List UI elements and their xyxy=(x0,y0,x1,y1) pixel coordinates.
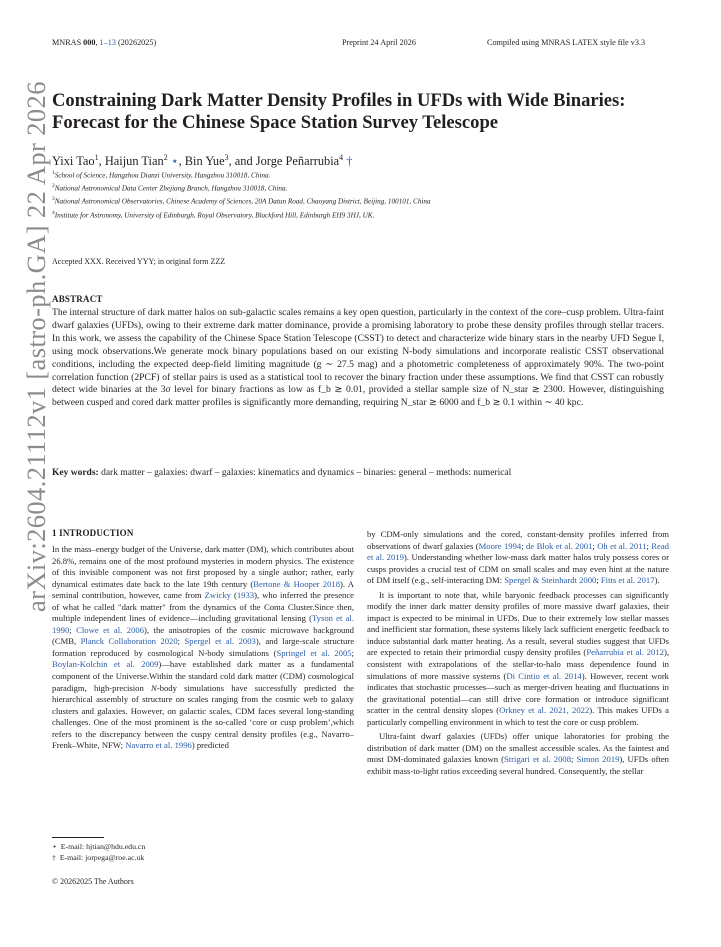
running-header-compiled: Compiled using MNRAS LATEX style file v3.3 xyxy=(487,38,646,47)
copyright-notice: © 20262025 The Authors xyxy=(52,877,134,886)
author-name: Jorge Peñarrubia xyxy=(255,154,340,169)
citation-link[interactable]: Navarro et al. 1996 xyxy=(125,740,192,751)
footnote-email-2: † E-mail: jorpega@roe.ac.uk xyxy=(52,853,145,862)
citation-link[interactable]: Strigari et al. 2008 xyxy=(503,754,572,765)
citation-link[interactable]: Tyson et al. 1990 xyxy=(52,613,354,635)
affiliation-item: $^1$School of Science, Hangzhou Dianzi University, Hangzhou 310018, China. xyxy=(52,170,271,180)
paragraph: by CDM-only simulations and the cored, constant-density profiles inferred from observations of dwarf galaxies (Moore 1994; de Blok et al. 2001; Oh et al. 2011; Read et al. 2019). Understanding whether low-mass dark matter halos truly possess cores or cusps provides a crucial test of CDM on small scales and may even hint at the nature of DM itself (e.g., self-interacting DM: Spergel & Steinhardt 2000; Fitts et al. 2017). xyxy=(367,529,669,586)
author-name: Haijun Tian xyxy=(104,154,164,169)
body-column-right xyxy=(367,529,669,777)
author-list: Yixi Tao$^1$, Haijun Tian$^2$ ⋆, Bin Yue$^3$, and Jorge Peñarrubia$^4$ † xyxy=(52,153,353,169)
abstract-text: The internal structure of dark matter halos on sub-galactic scales remains a key open question, particularly in the context of the core–cusp problem. Ultra-faint dwarf galaxies (UFDs), owing to their extreme dark matter dominance, provide a promising laboratory to probe these density profiles through stellar tracers. In this work, we assess the capability of the Chinese Space Station Telescope (CSST) to detect and characterize wide binary stars in the nearby UFD Segue I, using mock observations.We generate mock binary populations based on our existing N-body simulations and incorporate realistic CSST observational conditions, including the expected deep-field limiting magnitude (g ∼ 27.5 mag) and a photometric completeness of approximately 90%. The two-point correlation function (2PCF) of stellar pairs is used as a statistical tool to recover the binary fraction under these assumptions. We find that CSST can robustly detect wide binaries at the 3σ level for binary fractions as low as f_b ≳ 0.01, provided a stellar sample size of N_star ≳ 2300. However, distinguishing between cusped and cored dark matter profiles is significantly more demanding, requiring N_star ≳ 6000 and f_b ≳ 0.1 within ∼ 40 kpc. xyxy=(52,307,664,409)
paragraph: Ultra-faint dwarf galaxies (UFDs) offer unique laboratories for probing the distribution of dark matter (DM) on the smallest accessible scales. As the faintest and most DM-dominated galaxies known (Strigari et al. 2008; Simon 2019), UFDs often exhibit mass-to-light ratios exceeding several hundred. Consequently, the stellar xyxy=(367,731,669,776)
footnote-email-1: ⋆ E-mail: hjtian@hdu.edu.cn xyxy=(52,842,146,851)
affiliation-item: $^4$Institute for Astronomy, University of Edinburgh, Royal Observatory, Blackford Hill, Edinburgh EH9 3HJ, UK. xyxy=(52,209,375,219)
title-line-2: Forecast for the Chinese Space Station Survey Telescope xyxy=(52,111,499,133)
citation-link[interactable]: Bertone & Hooper 2018 xyxy=(253,578,341,589)
author-footnote-link[interactable]: † xyxy=(346,154,353,169)
author-footnote-link[interactable]: ⋆ xyxy=(170,154,179,169)
keywords-label: Key words: xyxy=(52,468,99,478)
citation-link[interactable]: de Blok et al. 2001 xyxy=(526,540,593,551)
citation-link[interactable]: Peñarrubia et al. 2012 xyxy=(586,647,664,658)
affiliation-item: $^2$National Astronomical Data Center Zhejiang Branch, Hangzhou 310018, China. xyxy=(52,183,288,193)
body-column-left xyxy=(52,544,354,752)
citation-link[interactable]: Di Cintio et al. 2014 xyxy=(506,670,582,681)
citation-link[interactable]: Oh et al. 2011 xyxy=(597,540,647,551)
citation-link[interactable]: Spergel et al. 2003 xyxy=(184,636,256,647)
accepted-line: Accepted XXX. Received YYY; in original form ZZZ xyxy=(52,257,226,266)
citation-link[interactable]: 1933 xyxy=(236,590,255,601)
page-range-link[interactable]: 1–13 xyxy=(99,38,116,47)
citation-link[interactable]: Planck Collaboration 2020 xyxy=(80,636,178,647)
citation-link[interactable]: Orkney et al. 2021, 2022 xyxy=(499,705,590,716)
paragraph: In the mass–energy budget of the Universe, dark matter (DM), which contributes about 26.8%, remains one of the most profound mysteries in modern physics. The existence of this invisible component was not first proposed by a single author; rather, early dynamical estimates date back to the late 19th century (Bertone & Hooper 2018). A seminal contribution, however, came from Zwicky (1933), who inferred the presence of what he called "dark matter" from the dynamics of the Coma Cluster.Since then, multiple independent lines of evidence—including gravitational lensing (Tyson et al. 1990; Clowe et al. 2006), the anisotropies of the cosmic microwave background (CMB, Planck Collaboration 2020; Spergel et al. 2003), and large-scale structure formation reproduced by cosmological N-body simulations (Springel et al. 2005; Boylan-Kolchin et al. 2009)—have established dark matter as a fundamental component of the Universe.Within the standard cold dark matter (CDM) cosmological paradigm, high-precision N-body simulations have successfully predicted the hierarchical assembly of structure on scales ranging from the cosmic web to galaxy clusters and galaxies. However, on galactic scales, CDM faces several long-standing challenges. One of the most prominent is the so-called ‘core or cusp problem’,which refers to the discrepancy between the cuspy central density profiles (e.g., Navarro–Frenk–White, NFW; Navarro et al. 1996) predicted xyxy=(52,544,355,751)
citation-link[interactable]: Boylan-Kolchin et al. 2009 xyxy=(52,659,159,670)
citation-link[interactable]: Moore 1994 xyxy=(478,540,522,551)
author-name: Yixi Tao xyxy=(52,154,95,169)
keywords xyxy=(52,467,664,479)
citation-link[interactable]: Zwicky xyxy=(204,590,231,601)
citation-link[interactable]: Read et al. 2019 xyxy=(367,540,669,563)
citation-link[interactable]: Spergel & Steinhardt 2000 xyxy=(504,575,597,586)
title-line-1: Constraining Dark Matter Density Profiles in UFDs with Wide Binaries: xyxy=(52,90,626,111)
citation-link[interactable]: Springel et al. 2005 xyxy=(276,647,352,658)
paper-title xyxy=(52,90,672,133)
section-heading: 1 INTRODUCTION xyxy=(52,528,134,538)
citation-link[interactable]: Clowe et al. 2006 xyxy=(76,624,145,635)
running-header-journal: MNRAS 000, 1–13 (20262025) xyxy=(52,38,157,47)
author-name: Bin Yue xyxy=(184,154,225,169)
affiliation-list xyxy=(52,168,672,221)
keywords-list: dark matter – galaxies: dwarf – galaxies: kinematics and dynamics – binaries: general – methods: numerical xyxy=(101,468,512,478)
footnote-rule xyxy=(52,837,104,838)
citation-link[interactable]: Simon 2019 xyxy=(576,754,620,765)
arxiv-stamp: arXiv:2604.21112v1 [astro-ph.GA] 22 Apr 2026 xyxy=(21,81,51,612)
citation-link[interactable]: Fitts et al. 2017 xyxy=(600,575,655,586)
affiliation-item: $^3$National Astronomical Observatories, Chinese Academy of Sciences, 20A Datun Road, Chaoyang District, Beijing, 100101, China xyxy=(52,196,431,206)
abstract-heading: ABSTRACT xyxy=(52,294,103,304)
running-header-preprint: Preprint 24 April 2026 xyxy=(342,38,416,47)
paragraph: It is important to note that, while baryonic feedback processes can significantly modify the inner dark matter density profiles of more massive dwarf galaxies, their impact is expected to be minimal in UFDs. Due to their extremely low stellar masses and inefficient star formation, these systems likely lack sufficient energetic feedback to induce substantial dark matter heating. As a result, several studies suggest that UFDs are expected to retain their primordial cuspy density profiles (Peñarrubia et al. 2012), consistent with extrapolations of the stellar-to-halo mass dependence found in simulations of more massive systems (Di Cintio et al. 2014). However, recent work indicates that stochastic processes—such as merger-driven heating and fluctuations in the gravitational potential—can still drive core formation or introduce significant scatter in the central density slopes (Orkney et al. 2021, 2022). This makes UFDs a particularly compelling environment in which to test the core or cusp problem. xyxy=(367,589,669,727)
